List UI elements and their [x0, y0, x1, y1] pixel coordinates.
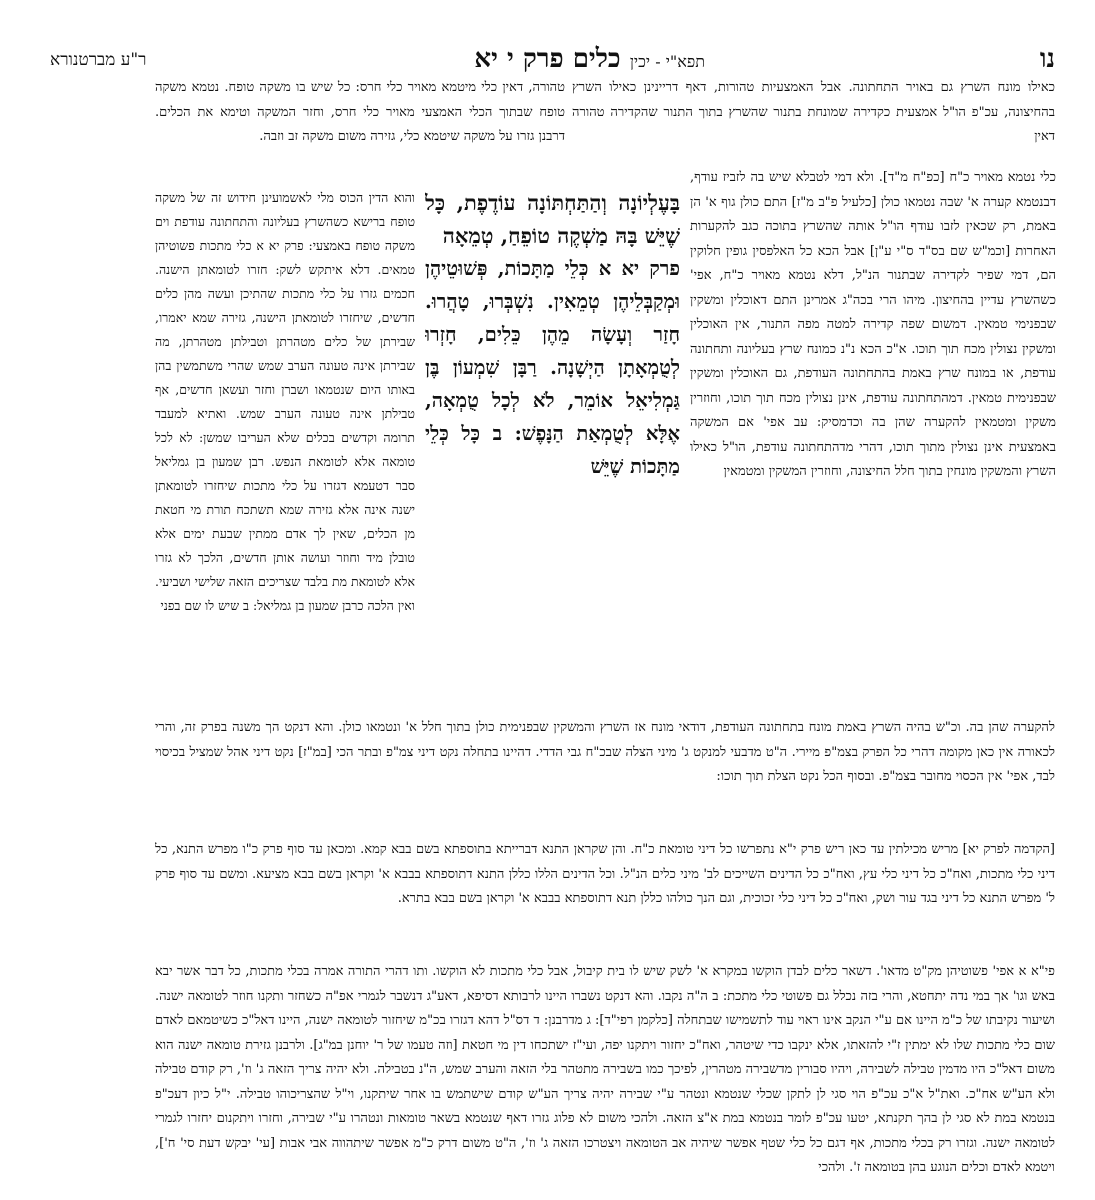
left-commentary-column — [155, 186, 415, 716]
bottom-commentary-1 — [155, 716, 1055, 836]
page-title: כלים פרק י יא — [474, 44, 621, 74]
right-commentary-top — [572, 76, 1055, 166]
commentary-title: ר"ע מברטנורא — [50, 50, 147, 70]
chapter-intro — [155, 838, 1055, 958]
bottom-commentary-1-text: להקערה שהן בה. וכ"ש בהיה השרץ באמת מונח בתחתונה העודפת, דודאי מונח אז השרץ והמשקין שבפנימית כולן בתוך חלל א' ונטמאו כולן. והא דנקט הך משנה בפרק זה, והרי לכאורה אין כאן מקומה דהרי כל הפרק בצמ"פ מיירי. ה"ט מדבעי למנקט ג' מיני הצלה שבכ"ח גבי הדדי. דהיינו בתחלה נקט דיני צמ"פ ובתר הכי [במ"ז] נקט דיני אהל שמציל בכיסוי לבד, אפי' אין הכסוי מחובר בצמ"פ. ובסוף הכל נקט הצלת תוך תוכו: — [155, 720, 1055, 784]
mishna-body: פרק יא א כְּלֵי מַתָּכוֹת, פְּשׁוּטֵיהֶן וּמְקַבְּלֵיהֶן טְמֵאִין. נִשְׁבְּרוּ, טָהֲרוּ. חָזַר וְעָשָׂה מֵהֶן כֵּלִים, חָזְרוּ לְטֻמְאָתָן הַיְשָׁנָה. רַבָּן שִׁמְעוֹן בֶּן גַּמְלִיאֵל אוֹמֵר, לֹא לְכָל טֻמְאָה, אֶלָּא לְטֻמְאַת הַנָּפֶשׁ: ב כָּל כְּלֵי מַתָּכוֹת שֶׁיֵּשׁ — [425, 257, 680, 478]
left-commentary-top-text: טהורה, דאין כלי מיטמא מאויר כלי חרס: כל שיש בו משקה טופח. נטמא משקה טופח שבתוך הכלי האמצעי מאויר כלי חרס, וחזר המשקה וטימא את הכלים. דרבנן גזרו על משקה שיטמא כלי, גזירה משום משקה זב וזבה. — [155, 80, 565, 144]
right-commentary-top-text: כאילו מונח השרץ גם באויר התחתונה. אבל האמצעיות טהורות, דאף דריינינן כאילו השרץ בהחיצונה, עכ"פ הו"ל אמצעית כקדירה שמונחת בתנור שהשרץ בתוך התנור שהקדירה טהורה דאין — [572, 80, 1055, 144]
mishna-text — [425, 186, 680, 516]
chapter-intro-text: [הקדמה לפרק יא] מריש מכילתין עד כאן ריש פרק י"א נתפרשו כל דיני טומאת כ"ח. והן שקראן התנא דברייתא בתוספתא בשם בבא קמא. ומכאן עד סוף פרק כ"ו מפרש התנא, כל דיני כלי מתכות, ואח"כ כל דיני כלי עץ, ואח"כ כל הדינים השייכים לב' מיני כלים הנ"ל. וכל הדינים הללו כללן התנא דתוספתא בבבא א' וקראן בשם בבא מציעא. ומשם עד סוף פרק ל' מפרש התנא כל דיני בגד עור ושק, ואח"כ כל דיני כלי זכוכית, וגם הנך כולהו כללן תנא דתוספתא בבבא א' וקראן בשם בבא בתרא. — [155, 842, 1055, 906]
left-commentary-column-text: והוא הדין הכוס מלי לאשמועינן חידוש זה של משקה טופח ברישא כשהשרץ בעליונה והתחתונה עודפת וים משקה טופח באמצעי: פרק יא א כלי מתכות פשוטיהן טמאים. דלא איתקש לשק: חזרו לטומאתן הישנה. חכמים גזרו על כלי מתכות שהתיכן ועשה מהן כלים חדשים, שיחזרו לטומאתן הישנה, גזירה שמא יאמרו, שבירתן של כלים מטהרתן וטבילתן מטהרתן, מה שבירתן אינה טעונה הערב שמש שהרי משתמשין בהן באותו היום שנטמאו ושברן וחזר ועשאן חדשים, אף טבילתן אינה טעונה הערב שמש. ואתיא למעבד תרומה וקדשים בכלים שלא העריבו שמשן: לא לכל טומאה אלא לטומאת הנפש. רבן שמעון בן גמליאל סבר דטעמא דגזרו על כלי מתכות שיחזרו לטומאתן ישנה אינה אלא גזירה שמא תשתכח תורת מי חטאת מן הכלים, שאין לך אדם ממתין שבעת ימים אלא טובלן מיד וחוזר ועושה אותן חדשים, הלכך לא גזרו אלא לטומאת מת בלבד שצריכים הזאה שלישי ושביעי. ואין הלכה כרבן שמעון בן גמליאל: ב שיש לו שם בפני — [155, 190, 415, 613]
right-commentary-column-text: כלי נטמא מאויר כ"ח [כפ"ח מ"ד]. ולא דמי לטבלא שיש בה לזביז עודף, דבנטמא קערה א' שבה נטמאו כולן [כלעיל פ"ב מ"ז] התם כולן גוף א' הן באמת, רק שכאין לזבו עודף הו"ל אותה שהשרץ בתוכה כגב להקערות האחרות [וכמ"ש שם בס"ד ס"י ע"ן] אבל הכא כל האלפסין גופין חלוקין הם, דמי שפיר לקדירה שבתנור הנ"ל, דלא נטמא מאויר כ"ח, אפי' כשהשרץ עדיין בהחיצון. מיהו הרי בכה"ג אמרינן התם דאוכלין ומשקין שבפנימי טמאין. דמשום שפה קדירה למטה מפה התנור, אין האוכלין ומשקין נצולין מכח תוך תוכו. א"כ הכא נ"נ כמונח שרץ בעליונה ותחתונה עודפת, או במונח שרץ באמת בהתחתונה העודפת, גם האוכלין ומשקין שבפנימית טמאין. דמהתחתונה עודפת, אינן נצולין מכח תוך תוכו, וחוזרין משקין ומטמאין להקערה שהן בה וכדמסיק: עב אפי' אם המשקה באמצעית אינן נצולין מתוך תוכו, דהרי מדהתחתונה עודפת, הו"ל כאילו השרץ והמשקין מונחין בתוך חלל החיצונה, וחוזרין המשקין ומטמאין — [690, 170, 1056, 479]
header-years: תפא"י - יכין — [629, 52, 705, 71]
mishna-heading: בָּעֶלְיוֹנָה וְהַתַּחְתּוֹנָה עוֹדֶפֶת, כָּל שֶׁיֵּשׁ בָּהּ מַשְׁקֶה טוֹפֵחַ, טְמֵאָה — [425, 190, 680, 248]
page-number: נו — [1039, 44, 1055, 74]
bottom-commentary-2-text: פי"א א אפי' פשוטיהן מק"ט מדאו'. דשאר כלים לבדן הוקשו במקרא א' לשק שיש לו בית קיבול, אבל כלי מתכות לא הוקשו. ותו דהרי התורה אמרה בכלי מתכות, כל דבר אשר יבא באש וגו' אך במי נדה יתחטא, והרי בזה נכלל גם פשוטי כלי מתכת: ב ה"ה נקבו. והא דנקט נשברו היינו לרבותא דסיפא, דאע"ג דנשבר לגמרי אפ"ה כשחזר ותקנו חוזר לטומאה ישנה. ושיעור נקיבתו של כ"מ היינו אם ע"י הנקב אינו ראוי עוד לתשמישו שבתחלה [כלקמן רפי"ד]: ג מדרבנן: ד דס"ל דהא דגזרו בכ"מ שיחזור לטומאה ישנה, היינו דאל"כ כשיטמאם לאדם שום כלי מתכות שלו לא ימתין ז"י להזאתו, אלא ינקבו כדי שיטהר, ואח"כ יחזור ויתקנו יפה, ועי"ז ישתכחו דין מי חטאת [וזה טעמו של ר' יוחנן במ"ג]. ולרבנן גזירת טומאה ישנה הוא משום דאל"כ היו מדמין טבילה לשבירה, ויהיו סבורין מדשבירה מטהרין, לפיכך כמו בשבירה מתטהר בלי הזאה והערב שמש, ה"נ בטבילה. ולא יהיה צריך הזאה ג' וז', רק קודם טבילה ולא הע"ש אח"כ. ואת"ל א"כ עכ"פ הוי סגי לן לתקן שכלי שנטמא ונטהר ע"י שבירה יהיה צריך הע"ש קודם שישתמש בו אחר שיתקנו, וי"ל שהצריכוהו טבילה. י"ל כיון דעכ"פ בנטמא במת לא סגי לן בהך תקנתא, יטעו עכ"פ לומר בנטמא במת א"צ הזאה. ולהכי משום לא פלוג גזרו דאף שנטמא בשאר טומאות ונטהרו ע"י שבירה, וחזרו ויתקנום יחזרו לגמרי לטומאה ישנה. וגזרו רק בכלי מתכות, אף דגם כל כלי שטף אפשר שיהיה אב הטומאה ויצטרכו הזאה ג' וז', ה"ט משום דרק כ"מ אפשר שיתהווה אבי אבות [עי' יבקש דעת סי' ח'], ויטמא לאדם וכלים הנוגע בהן בטומאה ז'. ולהכי — [155, 964, 1055, 1175]
bottom-commentary-2 — [155, 960, 1055, 1190]
left-commentary-top — [155, 76, 565, 186]
right-commentary-column — [690, 166, 1056, 716]
